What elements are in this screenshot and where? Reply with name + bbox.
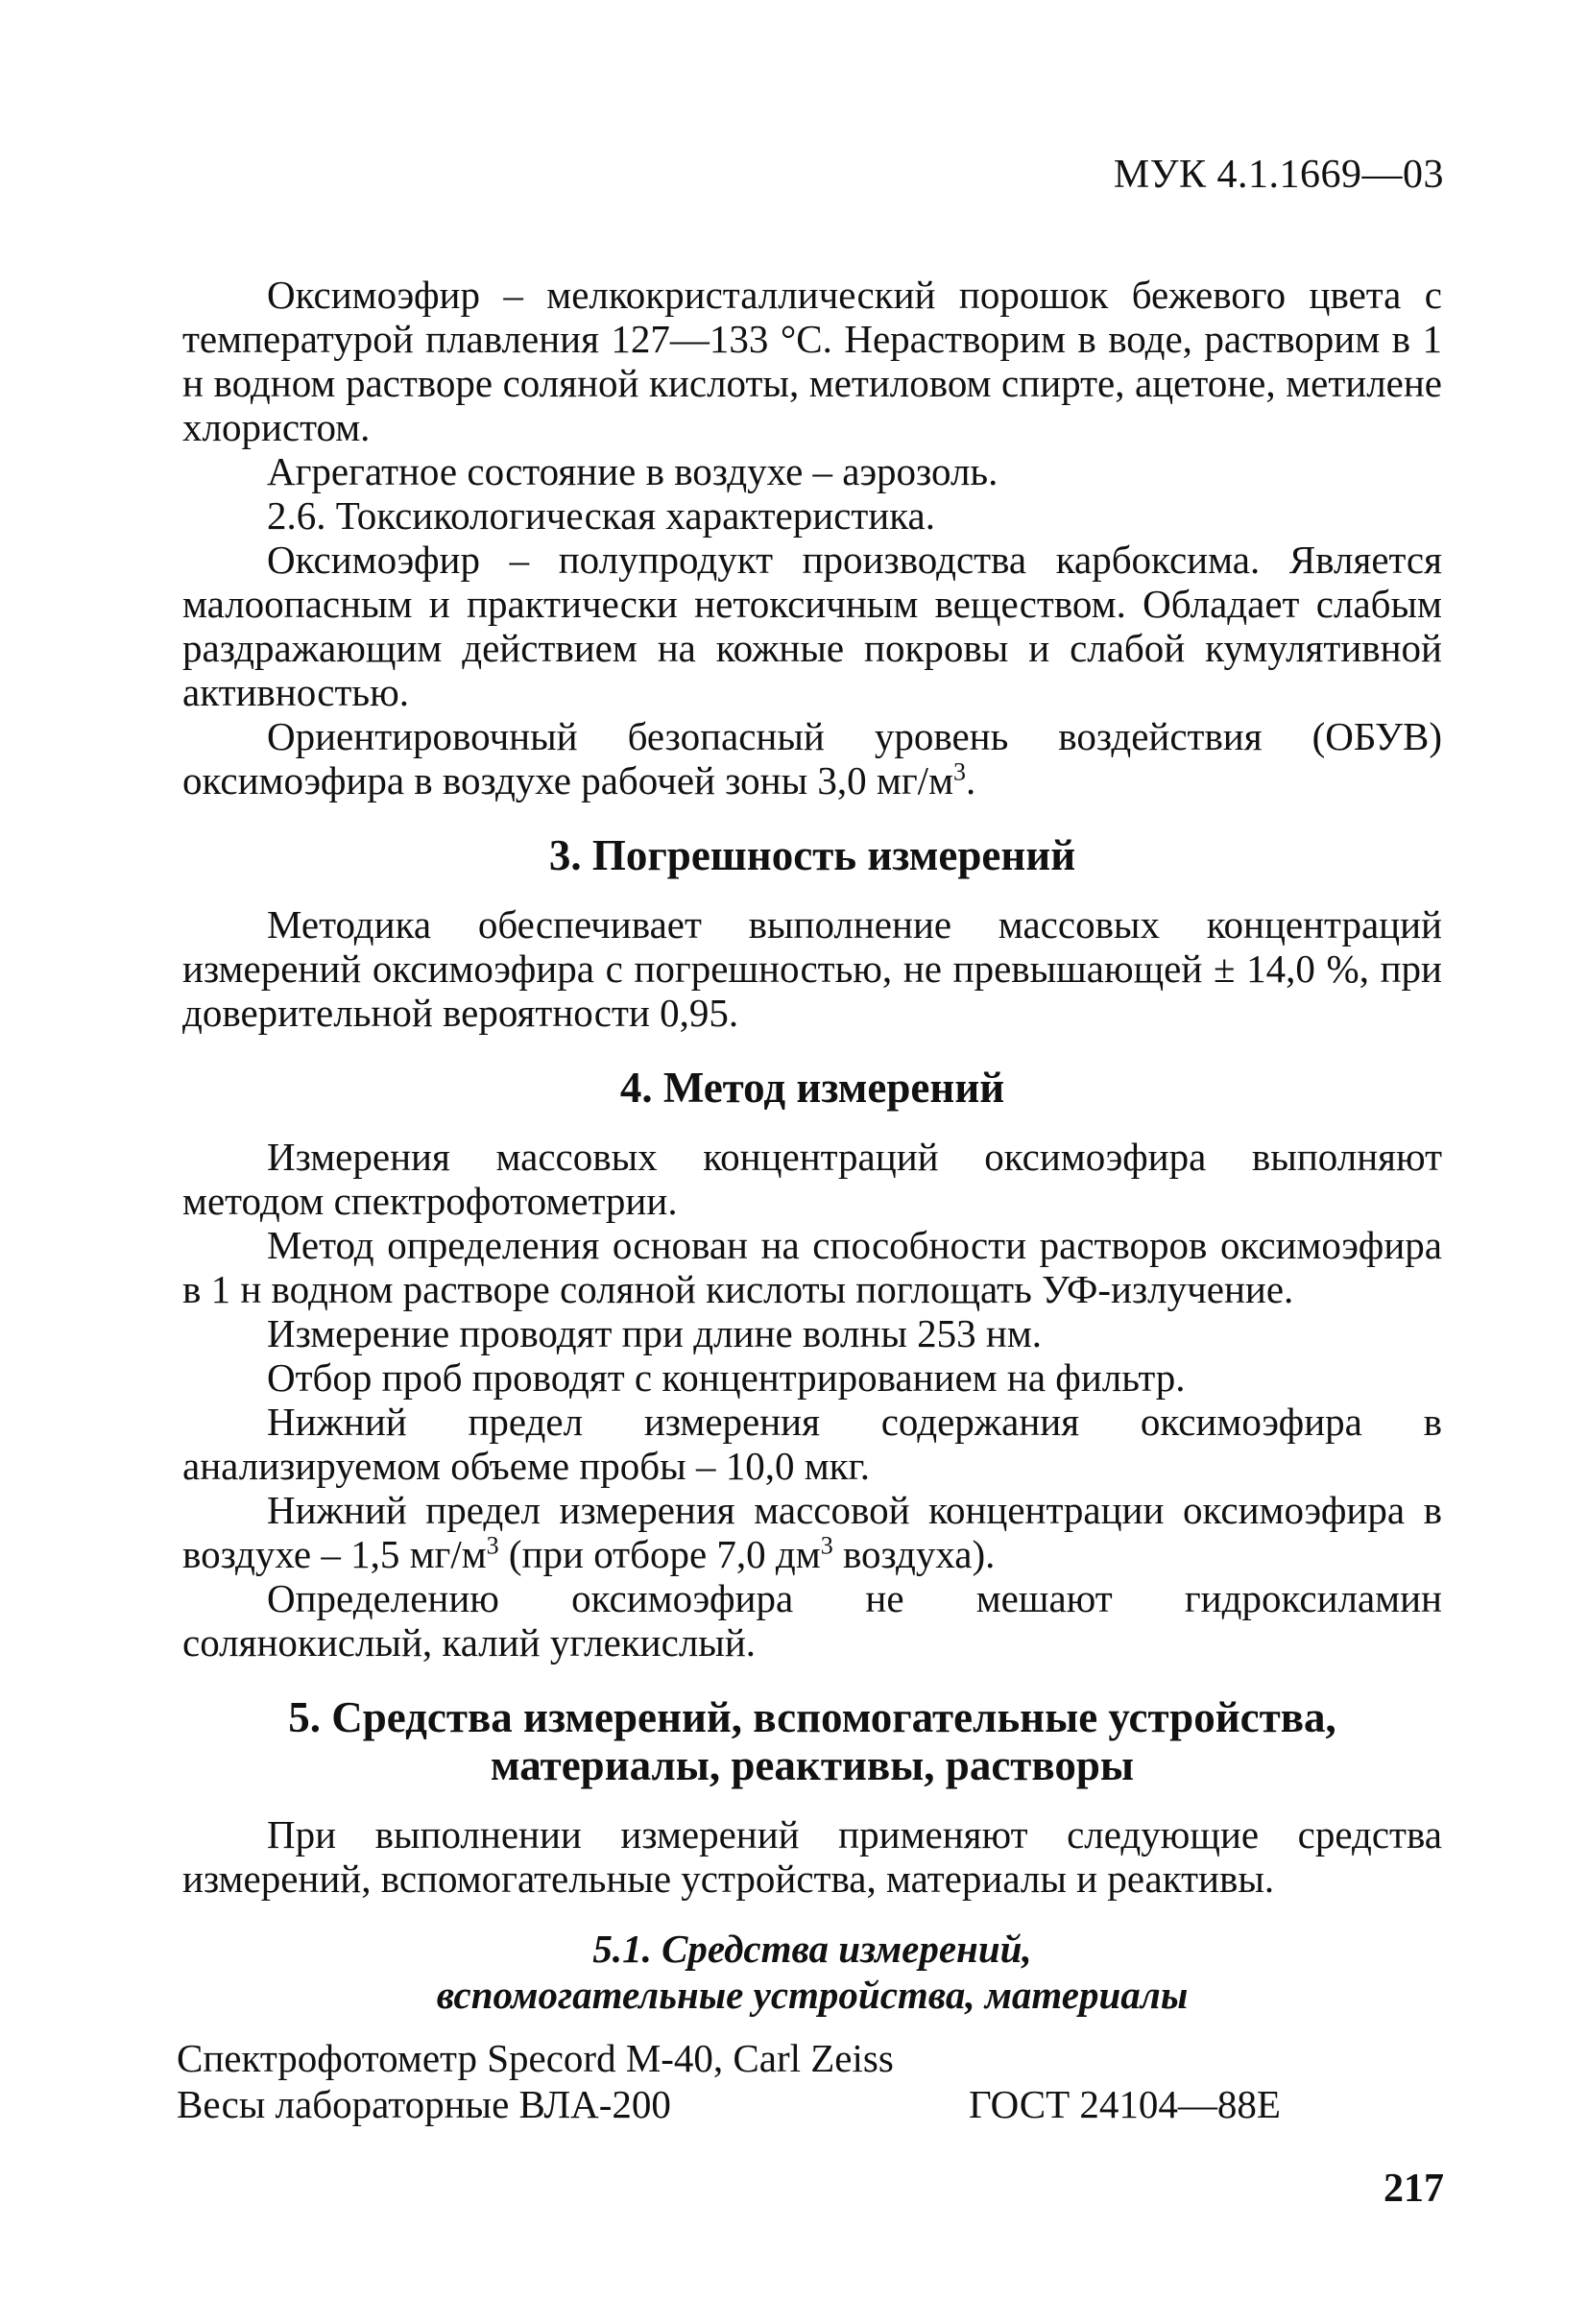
equipment-row xyxy=(177,2081,1442,2127)
subsection-5-1-heading-line2: вспомогательные устройства, материалы xyxy=(436,1973,1189,2017)
section-5-heading xyxy=(182,1693,1442,1789)
section-4-paragraph-method: Измерения массовых концентраций оксимоэфира выполняют методом спектрофотометрии. xyxy=(182,1135,1442,1223)
page-number: 217 xyxy=(1383,2167,1444,2211)
section-4-paragraph-lower-limit-content: Нижний предел измерения содержания оксимоэфира в анализируемом объеме пробы – 10,0 мкг. xyxy=(182,1400,1442,1488)
paragraph-description: Оксимоэфир – мелкокристаллический порошок бежевого цвета с температурой плавления 127—133 °С. Нерастворим в воде, растворим в 1 н водном растворе соляной кислоты, метиловом спирте, ацетоне, метилене хлористом. xyxy=(182,273,1442,449)
obuv-end: . xyxy=(966,758,976,803)
section-3-paragraph: Методика обеспечивает выполнение массовых концентраций измерений оксимоэфира с погрешностью, не превышающей ± 14,0 %, при доверительной вероятности 0,95. xyxy=(182,902,1442,1035)
section-4-paragraph-wavelength: Измерение проводят при длине волны 253 нм. xyxy=(267,1311,1043,1355)
equipment-name: Весы лабораторные ВЛА-200 xyxy=(177,2082,671,2126)
paragraph-toxicology-heading: 2.6. Токсикологическая характеристика. xyxy=(267,493,935,538)
section-5-heading-line1: 5. Средства измерений, вспомогательные устройства, xyxy=(288,1693,1336,1741)
paragraph-obuv xyxy=(182,714,1442,803)
section-4-paragraph-interference: Определению оксимоэфира не мешают гидроксиламин солянокислый, калий углекислый. xyxy=(182,1576,1442,1665)
lower-limit-sup1: 3 xyxy=(486,1531,499,1560)
lower-limit-part3: воздуха). xyxy=(832,1532,996,1576)
section-4-heading: 4. Метод измерений xyxy=(619,1064,1005,1112)
lower-limit-part1: Нижний предел измерения массовой концентрации оксимоэфира в воздухе – 1,5 мг/м xyxy=(182,1488,1442,1576)
equipment-row xyxy=(177,2035,1442,2081)
section-4-paragraph-sampling: Отбор проб проводят с концентрированием на фильтр. xyxy=(267,1355,1186,1400)
section-5-heading-line2: материалы, реактивы, растворы xyxy=(490,1741,1135,1789)
paragraph-toxicology: Оксимоэфир – полупродукт производства карбоксима. Является малоопасным и практически нетоксичным веществом. Обладает слабым раздражающим действием на кожные покровы и слабой кумулятивной активностью. xyxy=(182,538,1442,714)
section-4-paragraph-basis: Метод определения основан на способности растворов оксимоэфира в 1 н водном растворе соляной кислоты поглощать УФ-излучение. xyxy=(182,1223,1442,1311)
obuv-superscript: 3 xyxy=(953,757,967,786)
equipment-list xyxy=(177,2035,1442,2127)
paragraph-aggregate-state: Агрегатное состояние в воздухе – аэрозоль. xyxy=(267,449,999,493)
page-content xyxy=(177,273,1442,2127)
equipment-standard: ГОСТ 24104—88Е xyxy=(969,2082,1281,2126)
lower-limit-sup2: 3 xyxy=(820,1531,833,1560)
section-4-paragraph-lower-limit-concentration xyxy=(182,1488,1442,1576)
section-3-heading: 3. Погрешность измерений xyxy=(548,831,1076,879)
obuv-text: Ориентировочный безопасный уровень воздействия (ОБУВ) оксимоэфира в воздухе рабочей зоны 3,0 мг/м xyxy=(182,714,1442,803)
document-code-header: МУК 4.1.1669—03 xyxy=(1113,153,1444,197)
section-5-paragraph: При выполнении измерений применяют следующие средства измерений, вспомогательные устройства, материалы и реактивы. xyxy=(182,1812,1442,1901)
subsection-5-1-heading xyxy=(182,1926,1442,2018)
subsection-5-1-heading-line1: 5.1. Средства измерений, xyxy=(592,1927,1032,1971)
equipment-name: Спектрофотометр Specord M-40, Carl Zeiss xyxy=(177,2036,894,2080)
lower-limit-part2: (при отборе 7,0 дм xyxy=(498,1532,821,1576)
